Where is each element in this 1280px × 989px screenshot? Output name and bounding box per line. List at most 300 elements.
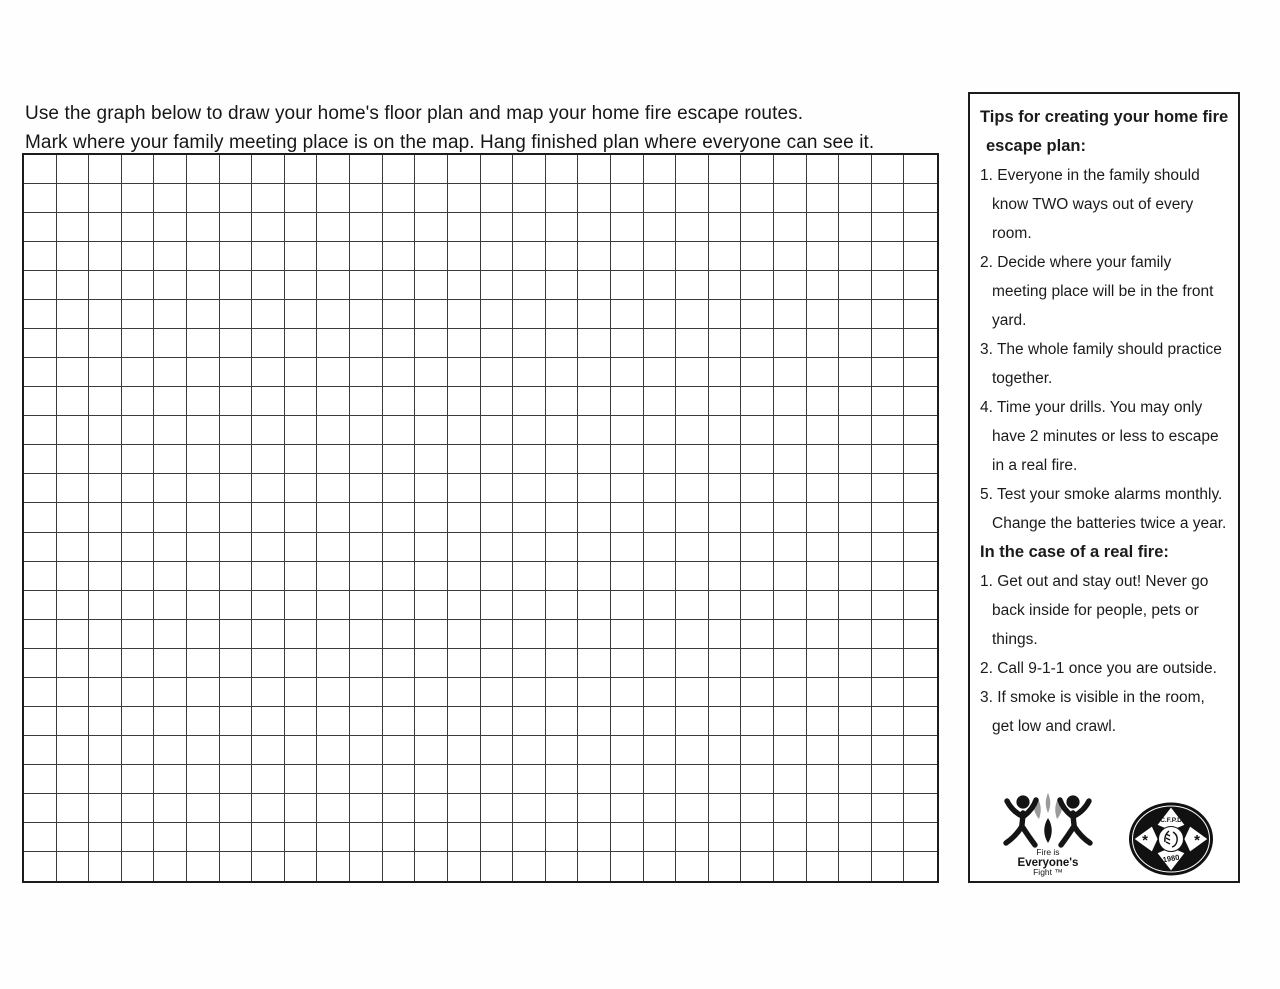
grid-cell xyxy=(415,416,448,445)
grid-cell xyxy=(415,387,448,416)
grid-cell xyxy=(513,445,546,474)
grid-cell xyxy=(383,329,416,358)
tip-prep-2: 2. Decide where your family meeting place will be in the front yard. xyxy=(980,254,1214,329)
grid-cell xyxy=(904,736,937,765)
grid-cell xyxy=(578,591,611,620)
grid-cell xyxy=(187,823,220,852)
grid-cell xyxy=(904,445,937,474)
grid-cell xyxy=(611,591,644,620)
grid-cell xyxy=(578,794,611,823)
grid-cell xyxy=(154,474,187,503)
intro-line-1: Use the graph below to draw your home's floor plan and map your home fire escape routes. xyxy=(25,103,804,124)
grid-cell xyxy=(546,678,579,707)
grid-cell xyxy=(350,300,383,329)
grid-cell xyxy=(24,416,57,445)
grid-cell xyxy=(839,474,872,503)
grid-cell xyxy=(89,533,122,562)
grid-cell xyxy=(350,184,383,213)
tip-fire-3: 3. If smoke is visible in the room, get low and crawl. xyxy=(980,689,1205,735)
grid-cell xyxy=(122,649,155,678)
grid-cell xyxy=(774,707,807,736)
grid-cell xyxy=(252,562,285,591)
grid-cell xyxy=(481,242,514,271)
grid-cell xyxy=(383,678,416,707)
grid-cell xyxy=(904,707,937,736)
grid-cell xyxy=(513,852,546,881)
grid-cell xyxy=(154,736,187,765)
tip-fire-1: 1. Get out and stay out! Never go back inside for people, pets or things. xyxy=(980,573,1209,648)
grid-cell xyxy=(676,155,709,184)
grid-cell xyxy=(904,300,937,329)
grid-cell xyxy=(513,155,546,184)
grid-cell xyxy=(611,736,644,765)
grid-cell xyxy=(24,649,57,678)
grid-cell xyxy=(252,533,285,562)
grid-cell xyxy=(839,184,872,213)
grid-cell xyxy=(611,387,644,416)
grid-cell xyxy=(122,271,155,300)
grid-cell xyxy=(904,474,937,503)
grid-cell xyxy=(839,503,872,532)
grid-cell xyxy=(807,387,840,416)
grid-cell xyxy=(350,794,383,823)
grid-cell xyxy=(252,852,285,881)
grid-cell xyxy=(513,794,546,823)
grid-cell xyxy=(154,678,187,707)
grid-cell xyxy=(122,503,155,532)
grid-cell xyxy=(578,387,611,416)
grid-cell xyxy=(839,213,872,242)
grid-cell xyxy=(611,678,644,707)
grid-cell xyxy=(57,387,90,416)
grid-cell xyxy=(317,852,350,881)
grid-cell xyxy=(187,474,220,503)
grid-cell xyxy=(24,591,57,620)
grid-cell xyxy=(839,620,872,649)
grid-cell xyxy=(448,823,481,852)
grid-cell xyxy=(285,503,318,532)
grid-cell xyxy=(709,533,742,562)
grid-cell xyxy=(513,300,546,329)
grid-cell xyxy=(220,300,253,329)
grid-cell xyxy=(187,242,220,271)
grid-cell xyxy=(839,707,872,736)
grid-cell xyxy=(220,329,253,358)
grid-cell xyxy=(481,533,514,562)
grid-cell xyxy=(252,329,285,358)
grid-cell xyxy=(611,765,644,794)
grid-cell xyxy=(481,649,514,678)
grid-cell xyxy=(676,242,709,271)
grid-cell xyxy=(285,474,318,503)
grid-cell xyxy=(872,300,905,329)
grid-cell xyxy=(187,155,220,184)
grid-cell xyxy=(415,736,448,765)
grid-cell xyxy=(415,184,448,213)
grid-cell xyxy=(872,358,905,387)
intro-line-2: Mark where your family meeting place is on the map. Hang finished plan where everyone can see it. xyxy=(25,132,875,153)
grid-cell xyxy=(741,562,774,591)
grid-cell xyxy=(709,445,742,474)
grid-cell xyxy=(448,445,481,474)
grid-cell xyxy=(187,852,220,881)
grid-cell xyxy=(415,300,448,329)
grid-cell xyxy=(383,213,416,242)
grid-cell xyxy=(24,707,57,736)
grid-cell xyxy=(252,765,285,794)
grid-cell xyxy=(872,213,905,242)
grid-cell xyxy=(872,765,905,794)
grid-cell xyxy=(644,184,677,213)
grid-cell xyxy=(57,300,90,329)
grid-cell xyxy=(513,271,546,300)
grid-cell xyxy=(839,765,872,794)
grid-cell xyxy=(57,503,90,532)
grid-cell xyxy=(578,852,611,881)
grid-cell xyxy=(611,852,644,881)
grid-cell xyxy=(57,533,90,562)
grid-cell xyxy=(513,620,546,649)
grid-cell xyxy=(350,271,383,300)
grid-cell xyxy=(89,155,122,184)
grid-cell xyxy=(709,678,742,707)
grid-cell xyxy=(774,329,807,358)
grid-cell xyxy=(644,707,677,736)
grid-cell xyxy=(807,358,840,387)
grid-cell xyxy=(709,765,742,794)
center-flame-icon xyxy=(1044,818,1052,843)
grid-cell xyxy=(350,765,383,794)
grid-cell xyxy=(513,823,546,852)
grid-cell xyxy=(252,736,285,765)
grid-cell xyxy=(807,707,840,736)
grid-cell xyxy=(350,503,383,532)
grid-cell xyxy=(383,155,416,184)
grid-cell xyxy=(154,358,187,387)
grid-cell xyxy=(415,445,448,474)
grid-cell xyxy=(252,707,285,736)
grid-cell xyxy=(220,620,253,649)
grid-cell xyxy=(774,678,807,707)
grid-cell xyxy=(89,184,122,213)
logos-row xyxy=(970,792,1238,878)
grid-cell xyxy=(317,155,350,184)
tip-prep-1: 1. Everyone in the family should know TWO ways out of every room. xyxy=(980,167,1200,242)
grid-cell xyxy=(383,416,416,445)
grid-cell xyxy=(350,213,383,242)
grid-cell xyxy=(513,329,546,358)
grid-cell xyxy=(448,213,481,242)
grid-cell xyxy=(709,823,742,852)
grid-cell xyxy=(154,329,187,358)
grid-cell xyxy=(24,852,57,881)
grid-cell xyxy=(872,852,905,881)
grid-cell xyxy=(350,620,383,649)
grid-cell xyxy=(741,213,774,242)
grid-cell xyxy=(644,591,677,620)
grid-cell xyxy=(317,387,350,416)
grid-cell xyxy=(252,445,285,474)
grid-cell xyxy=(578,649,611,678)
grid-cell xyxy=(24,823,57,852)
grid-cell xyxy=(709,184,742,213)
grid-cell xyxy=(709,474,742,503)
grid-cell xyxy=(839,533,872,562)
grid-cell xyxy=(252,242,285,271)
grid-cell xyxy=(872,794,905,823)
grid-cell xyxy=(807,794,840,823)
grid-cell xyxy=(285,562,318,591)
grid-cell xyxy=(415,794,448,823)
grid-cell xyxy=(807,852,840,881)
grid-cell xyxy=(546,271,579,300)
grid-cell xyxy=(187,416,220,445)
grid-cell xyxy=(24,794,57,823)
grid-cell xyxy=(839,300,872,329)
grid-cell xyxy=(415,823,448,852)
grid-cell xyxy=(383,387,416,416)
grid-cell xyxy=(676,329,709,358)
grid-cell xyxy=(24,736,57,765)
grid-cell xyxy=(415,155,448,184)
grid-cell xyxy=(448,765,481,794)
grid-cell xyxy=(383,474,416,503)
grid-cell xyxy=(741,242,774,271)
grid-cell xyxy=(448,533,481,562)
grid-cell xyxy=(220,474,253,503)
grid-cell xyxy=(709,213,742,242)
grid-cell xyxy=(350,562,383,591)
grid-cell xyxy=(154,271,187,300)
grid-cell xyxy=(839,445,872,474)
grid-cell xyxy=(252,358,285,387)
grid-cell xyxy=(317,533,350,562)
grid-cell xyxy=(676,765,709,794)
grid-cell xyxy=(546,707,579,736)
grid-cell xyxy=(122,387,155,416)
grid-cell xyxy=(546,591,579,620)
grid-cell xyxy=(187,358,220,387)
grid-cell xyxy=(481,736,514,765)
grid-cell xyxy=(481,794,514,823)
grid-cell xyxy=(709,852,742,881)
grid-cell xyxy=(220,445,253,474)
grid-cell xyxy=(611,416,644,445)
grid-cell xyxy=(904,213,937,242)
grid-cell xyxy=(644,474,677,503)
badge-symbol-left: * xyxy=(1142,832,1148,849)
grid-cell xyxy=(546,416,579,445)
grid-cell xyxy=(57,416,90,445)
grid-cell xyxy=(220,503,253,532)
grid-cell xyxy=(57,736,90,765)
grid-cell xyxy=(741,503,774,532)
floor-plan-grid xyxy=(22,153,939,883)
person-right-head-icon xyxy=(1066,795,1079,808)
grid-cell xyxy=(546,852,579,881)
grid-cell xyxy=(89,649,122,678)
grid-cell xyxy=(252,678,285,707)
grid-cell xyxy=(252,416,285,445)
tip-prep-5: 5. Test your smoke alarms monthly. Change the batteries twice a year. xyxy=(980,486,1227,532)
grid-cell xyxy=(57,765,90,794)
grid-cell xyxy=(774,562,807,591)
grid-cell xyxy=(350,823,383,852)
grid-cell xyxy=(24,242,57,271)
grid-cell xyxy=(383,591,416,620)
grid-cell xyxy=(415,533,448,562)
grid-cell xyxy=(317,445,350,474)
grid-cell xyxy=(285,852,318,881)
grid-cell xyxy=(774,387,807,416)
grid-cell xyxy=(807,242,840,271)
grid-cell xyxy=(154,823,187,852)
grid-cell xyxy=(122,620,155,649)
grid-cell xyxy=(644,620,677,649)
grid-cell xyxy=(611,184,644,213)
grid-cell xyxy=(644,562,677,591)
grid-cell xyxy=(546,620,579,649)
grid-cell xyxy=(448,852,481,881)
grid-cell xyxy=(317,620,350,649)
grid-cell xyxy=(285,184,318,213)
grid-cell xyxy=(839,794,872,823)
grid-cell xyxy=(252,300,285,329)
grid-cell xyxy=(448,184,481,213)
grid-cell xyxy=(317,329,350,358)
grid-cell xyxy=(644,503,677,532)
grid-cell xyxy=(546,329,579,358)
grid-cell xyxy=(546,445,579,474)
grid-cell xyxy=(187,649,220,678)
grid-cell xyxy=(154,591,187,620)
grid-cell xyxy=(285,736,318,765)
grid-cell xyxy=(611,271,644,300)
grid-cell xyxy=(774,474,807,503)
grid-cell xyxy=(741,852,774,881)
grid-cell xyxy=(774,503,807,532)
grid-cell xyxy=(285,649,318,678)
grid-cell xyxy=(807,765,840,794)
grid-cell xyxy=(807,474,840,503)
grid-cell xyxy=(481,329,514,358)
grid-cell xyxy=(904,416,937,445)
grid-cell xyxy=(709,242,742,271)
grid-cell xyxy=(57,213,90,242)
grid-cell xyxy=(578,707,611,736)
grid-cell xyxy=(709,271,742,300)
grid-cell xyxy=(350,358,383,387)
grid-cell xyxy=(415,271,448,300)
grid-cell xyxy=(611,649,644,678)
grid-cell xyxy=(448,591,481,620)
grid-cell xyxy=(741,155,774,184)
grid-cell xyxy=(481,387,514,416)
grid-cell xyxy=(904,620,937,649)
grid-cell xyxy=(122,242,155,271)
grid-cell xyxy=(709,416,742,445)
grid-cell xyxy=(481,474,514,503)
grid-cell xyxy=(252,387,285,416)
grid-cell xyxy=(154,387,187,416)
grid-cell xyxy=(546,474,579,503)
grid-cell xyxy=(383,765,416,794)
grid-cell xyxy=(904,533,937,562)
grid-cell xyxy=(481,300,514,329)
grid-cell xyxy=(774,823,807,852)
intro-text xyxy=(25,99,874,157)
grid-cell xyxy=(415,213,448,242)
grid-cell xyxy=(57,591,90,620)
grid-cell xyxy=(24,503,57,532)
grid-cell xyxy=(872,707,905,736)
grid-cell xyxy=(578,620,611,649)
grid-cell xyxy=(285,358,318,387)
grid-cell xyxy=(154,213,187,242)
grid-cell xyxy=(383,823,416,852)
grid-cell xyxy=(578,562,611,591)
grid-cell xyxy=(415,852,448,881)
grid-cell xyxy=(448,794,481,823)
grid-cell xyxy=(187,213,220,242)
grid-cell xyxy=(383,794,416,823)
grid-cell xyxy=(448,707,481,736)
grid-cell xyxy=(578,358,611,387)
grid-cell xyxy=(839,852,872,881)
grid-cell xyxy=(24,620,57,649)
grid-cell xyxy=(774,416,807,445)
grid-cell xyxy=(89,765,122,794)
grid-cell xyxy=(807,823,840,852)
grid-cell xyxy=(513,765,546,794)
grid-cell xyxy=(285,765,318,794)
grid-cell xyxy=(513,213,546,242)
grid-cell xyxy=(839,823,872,852)
grid-cell xyxy=(285,300,318,329)
grid-cell xyxy=(122,794,155,823)
grid-cell xyxy=(187,678,220,707)
tip-prep-4: 4. Time your drills. You may only have 2 minutes or less to escape in a real fire. xyxy=(980,399,1219,474)
grid-cell xyxy=(644,416,677,445)
grid-cell xyxy=(252,213,285,242)
grid-cell xyxy=(839,591,872,620)
grid-cell xyxy=(481,416,514,445)
grid-cell xyxy=(154,300,187,329)
grid-cell xyxy=(122,562,155,591)
grid-cell xyxy=(448,155,481,184)
grid-cell xyxy=(57,823,90,852)
grid-cell xyxy=(89,562,122,591)
grid-cell xyxy=(546,300,579,329)
grid-cell xyxy=(578,184,611,213)
grid-cell xyxy=(383,503,416,532)
grid-cell xyxy=(481,155,514,184)
grid-cell xyxy=(644,387,677,416)
grid-cell xyxy=(807,562,840,591)
grid-cell xyxy=(448,329,481,358)
grid-cell xyxy=(448,562,481,591)
grid-cell xyxy=(611,794,644,823)
grid-cell xyxy=(350,678,383,707)
grid-cell xyxy=(220,416,253,445)
grid-cell xyxy=(317,416,350,445)
grid-cell xyxy=(187,562,220,591)
grid-cell xyxy=(807,620,840,649)
grid-cell xyxy=(285,387,318,416)
grid-cell xyxy=(513,416,546,445)
grid-cell xyxy=(154,562,187,591)
grid-cell xyxy=(24,300,57,329)
